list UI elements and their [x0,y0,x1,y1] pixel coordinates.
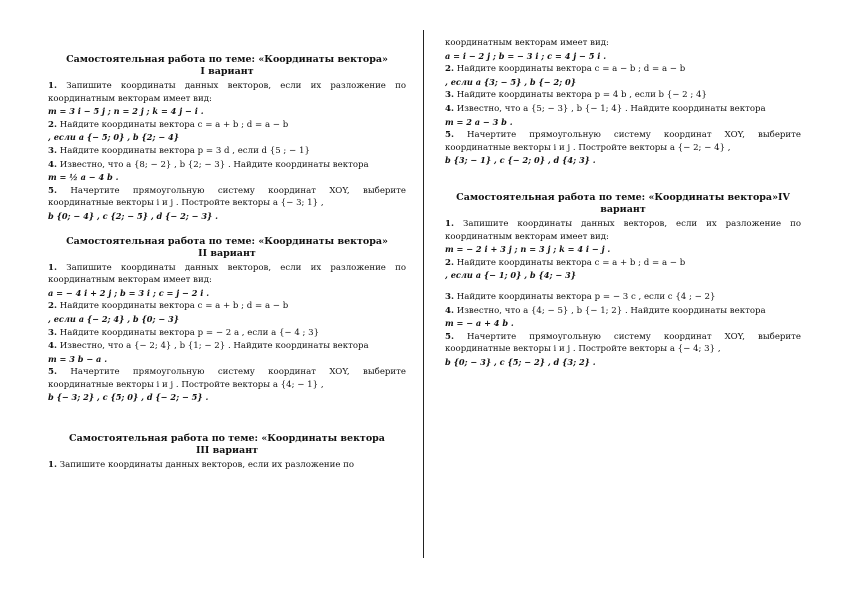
task [48,340,406,365]
task-text: Запишите координаты данных векторов, если их разложение по координатным векторам имеет вид: [445,218,801,242]
task [445,218,801,256]
variant-subtitle: вариант [600,203,646,215]
task-number: 3. [48,145,57,156]
task [48,80,406,118]
task-text: Известно, что a {4; − 5} , b {− 1; 2} . Найдите координаты вектора [456,305,766,316]
task-number: 3. [445,90,454,101]
task-expression: b {3; − 1} , c {− 2; 0} , d {4; 3} . [445,155,596,166]
task [48,300,406,325]
variant-subtitle: II вариант [198,247,256,259]
task-expression: a = − 4 i + 2 j ; b = 3 i ; c = j − 2 i . [48,287,210,298]
task-number: 2. [445,257,454,268]
task-expression: b {0; − 4} , c {2; − 5} , d {− 2; − 3} . [48,210,219,221]
task-number: 4. [48,159,57,170]
column-divider [423,30,424,558]
task [445,305,801,330]
task-expression: m = 3 b − a . [48,353,108,364]
variant-title: Самостоятельная работа по теме: «Координаты вектора» [66,54,388,65]
task-expression: m = − a + 4 b . [445,318,514,329]
task-expression: , если a {− 2; 4} , b {0; − 3} [48,313,179,324]
task-number: 1. [48,262,57,273]
task [445,291,801,304]
task-text: Найдите координаты вектора p = 4 b , если b {− 2 ; 4} [456,90,707,101]
variant-2 [48,236,406,405]
variant-subtitle: III вариант [195,445,259,457]
variant-3-continued [445,37,801,167]
task-text: Начертите прямоугольную систему координат XOY, выберите координатные векторы i и j . Постройте векторы a {− 3; 1} , [48,185,406,209]
task-text: Найдите координаты вектора p = − 2 a , если a {− 4 ; 3} [59,327,320,338]
task [445,63,801,88]
task [48,459,406,472]
task [48,185,406,223]
task-text: Найдите координаты вектора c = a + b ; d = a − b [59,119,289,130]
variant-3 [48,433,406,472]
task-text: Найдите координаты вектора c = a + b ; d = a − b [59,301,289,312]
task [445,129,801,167]
task-text: Найдите координаты вектора p = 3 d , если d {5 ; − 1} [59,145,310,156]
task-expression: a = i − 2 j ; b = − 3 i ; c = 4 j − 5 i . [445,50,607,61]
task-expression: m = ½ a − 4 b . [48,172,119,183]
task [445,257,801,282]
task-text: Начертите прямоугольную систему координат XOY, выберите координатные векторы i и j . Постройте векторы a {− 4; 3} , [445,331,801,355]
task-number: 1. [48,81,57,91]
task-expression: m = 3 i − 5 j ; n = 2 j ; k = 4 j − i . [48,106,204,117]
task-text: Запишите координаты данных векторов, если их разложение по координатным векторам имеет вид: [48,262,406,286]
task-number: 2. [445,64,454,75]
task-text: Начертите прямоугольную систему координат XOY, выберите координатные векторы i и j . Постройте векторы a {− 2; − 4} , [445,130,801,153]
task-continuation [445,37,801,62]
variant-title: Самостоятельная работа по теме: «Координаты вектора [69,433,385,445]
task-number: 5. [445,130,454,141]
task-number: 3. [48,327,57,338]
task-text: Известно, что a {5; − 3} , b {− 1; 4} . Найдите координаты вектора [456,103,766,114]
task [48,327,406,340]
task [48,119,406,144]
left-column [48,52,406,473]
variant-1 [48,54,406,223]
task-text: Начертите прямоугольную систему координат XOY, выберите координатные векторы i и j . Постройте векторы a {4; − 1} , [48,367,406,390]
task-text: Найдите координаты вектора c = a + b ; d = a − b [456,257,686,268]
task-text: Найдите координаты вектора p = − 3 c , если c {4 ; − 2} [456,291,716,302]
right-column [445,37,801,369]
task-number: 3. [445,291,454,302]
task-number: 5. [48,367,57,378]
task-text: Известно, что a {8; − 2} , b {2; − 3} . Найдите координаты вектора [59,159,369,170]
task [445,331,801,369]
task-number: 2. [48,119,57,130]
task-expression: m = − 2 i + 3 j ; n = 3 j ; k = 4 i − j . [445,244,611,255]
task-expression: m = 2 a − 3 b . [445,116,513,127]
task-number: 1. [445,218,454,229]
task-number: 4. [445,103,454,114]
task-expression: b {0; − 3} , c {5; − 2} , d {3; 2} . [445,356,596,367]
task-number: 4. [48,341,57,352]
variant-title: Самостоятельная работа по теме: «Координаты вектора»IV [456,191,790,203]
task-text: Найдите координаты вектора c = a − b ; d = a − b [456,64,686,75]
task-expression: , если a {− 1; 0} , b {4; − 3} [445,270,576,281]
task-number: 1. [48,460,57,471]
task-expression: b {− 3; 2} , c {5; 0} , d {− 2; − 5} . [48,392,209,403]
task [445,89,801,102]
task-expression: , если a {3; − 5} , b {− 2; 0} [445,76,576,87]
task [48,262,406,300]
variant-4 [445,192,801,369]
task-text: Известно, что a {− 2; 4} , b {1; − 2} . Найдите координаты вектора [59,341,369,352]
task-number: 5. [445,331,454,342]
variant-title: Самостоятельная работа по теме: «Координаты вектора» [66,235,388,247]
task-text: координатным векторам имеет вид: [445,38,609,48]
variant-subtitle: I вариант [200,66,254,77]
task-text: Запишите координаты данных векторов, если их разложение по координатным векторам имеет вид: [48,81,406,104]
task-number: 4. [445,305,454,316]
task-text: Запишите координаты данных векторов, если их разложение по [59,460,355,471]
task [48,366,406,404]
task [48,145,406,158]
task-number: 2. [48,301,57,312]
task [48,159,406,184]
task-expression: , если a {− 5; 0} , b {2; − 4} [48,132,179,143]
task [445,103,801,128]
task-number: 5. [48,185,57,196]
